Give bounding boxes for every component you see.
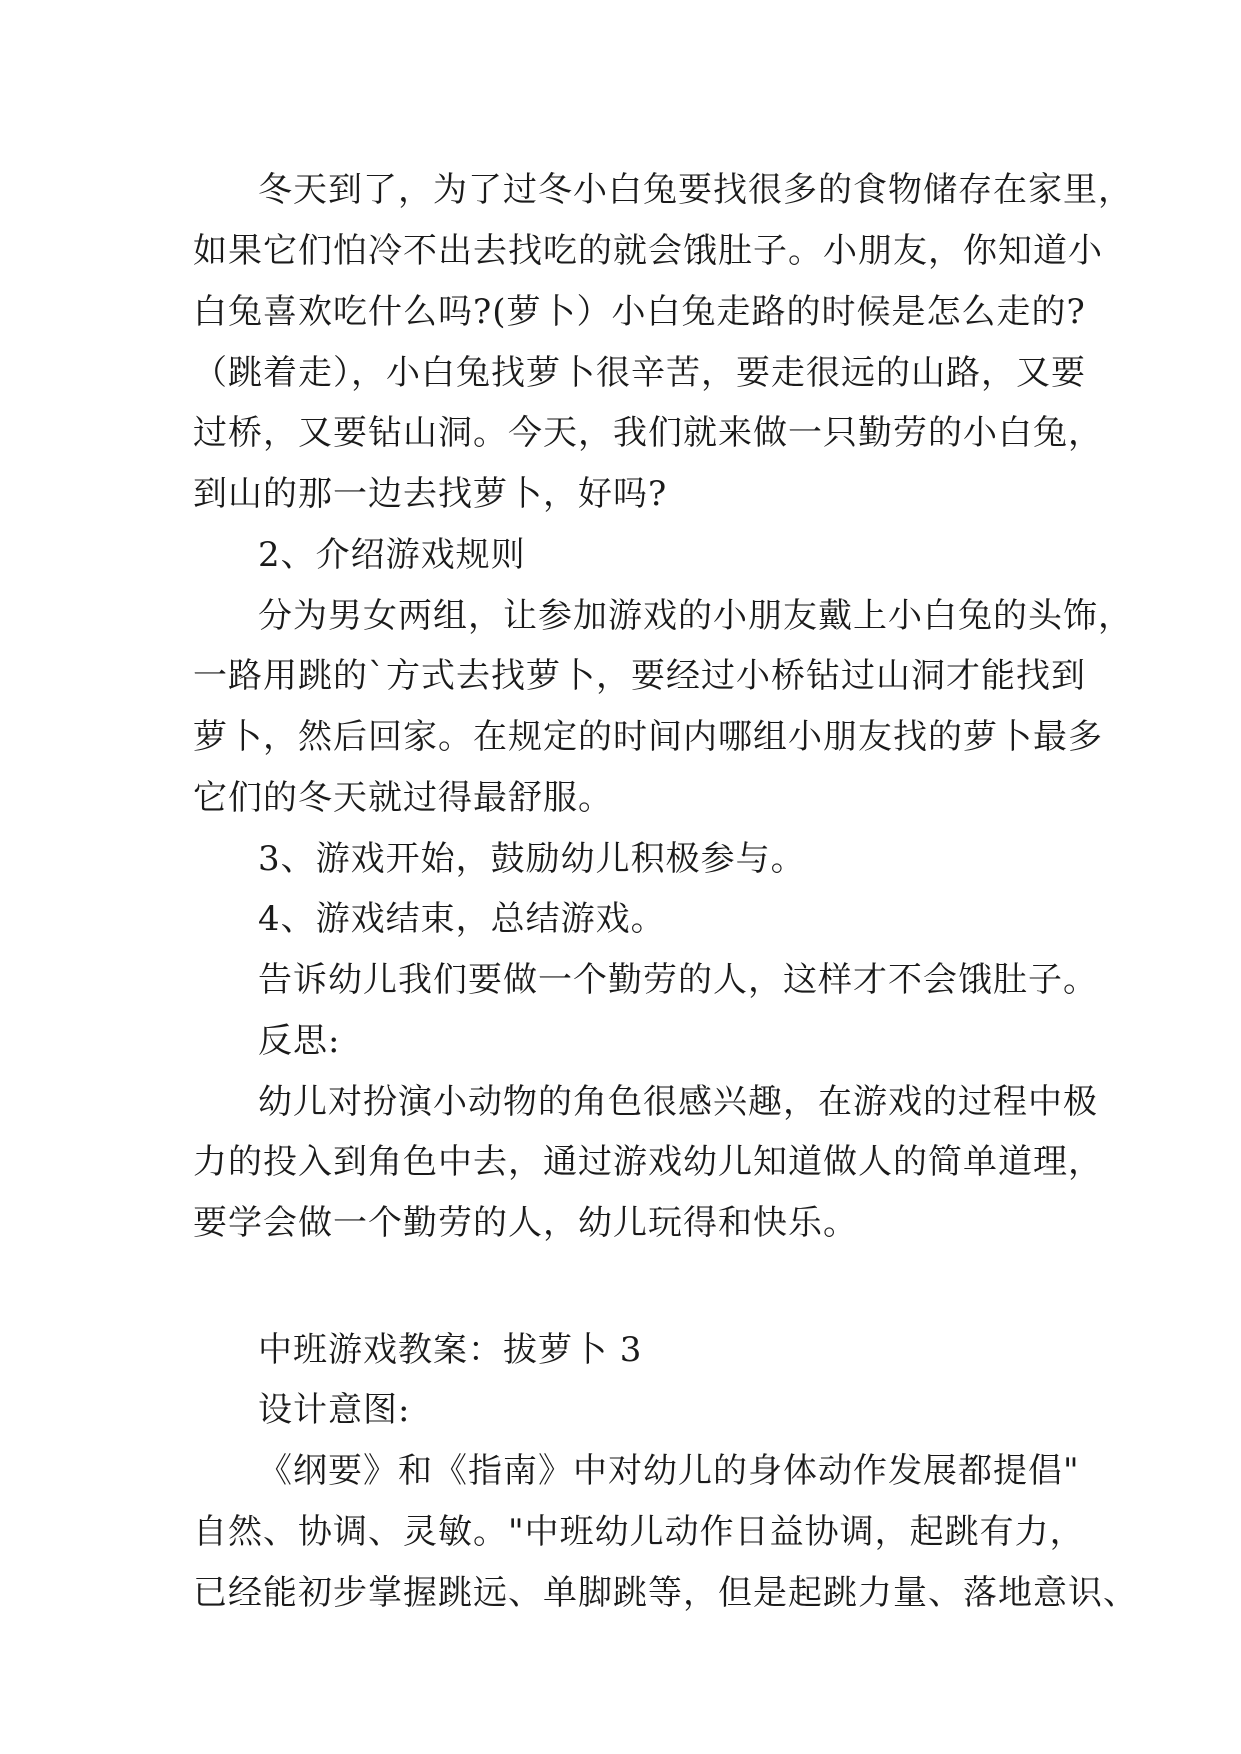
paragraph-line: 它们的冬天就过得最舒服。 bbox=[193, 778, 613, 818]
paragraph-line: 《纲要》和《指南》中对幼儿的身体动作发展都提倡" bbox=[258, 1451, 1080, 1491]
paragraph-line: 已经能初步掌握跳远、单脚跳等，但是起跳力量、落地意识、 bbox=[193, 1573, 1138, 1613]
section-heading: 4、游戏结束，总结游戏。 bbox=[258, 899, 666, 939]
section-heading: 3、游戏开始，鼓励幼儿积极参与。 bbox=[258, 839, 806, 879]
paragraph-line: 冬天到了，为了过冬小白兔要找很多的食物储存在家里， bbox=[258, 170, 1133, 210]
document-title: 中班游戏教案：拔萝卜 3 bbox=[258, 1330, 643, 1370]
paragraph-line: 告诉幼儿我们要做一个勤劳的人，这样才不会饿肚子。 bbox=[258, 960, 1098, 1000]
paragraph-line: 自然、协调、灵敏。"中班幼儿动作日益协调，起跳有力， bbox=[193, 1512, 1085, 1552]
paragraph-line: 萝卜，然后回家。在规定的时间内哪组小朋友找的萝卜最多 bbox=[193, 717, 1103, 757]
paragraph-line: 分为男女两组，让参加游戏的小朋友戴上小白兔的头饰， bbox=[258, 596, 1133, 636]
paragraph-line: 力的投入到角色中去，通过游戏幼儿知道做人的简单道理， bbox=[193, 1142, 1103, 1182]
paragraph-line: 幼儿对扮演小动物的角色很感兴趣，在游戏的过程中极 bbox=[258, 1082, 1098, 1122]
paragraph-line: 白兔喜欢吃什么吗?(萝卜）小白兔走路的时候是怎么走的? bbox=[193, 292, 1086, 332]
section-heading: 设计意图: bbox=[258, 1390, 411, 1430]
paragraph-line: 要学会做一个勤劳的人，幼儿玩得和快乐。 bbox=[193, 1203, 858, 1243]
paragraph-line: （跳着走），小白兔找萝卜很辛苦，要走很远的山路，又要 bbox=[193, 353, 1086, 393]
paragraph-line: 如果它们怕冷不出去找吃的就会饿肚子。小朋友，你知道小 bbox=[193, 231, 1103, 271]
paragraph-line: 过桥，又要钻山洞。今天，我们就来做一只勤劳的小白兔， bbox=[193, 413, 1103, 453]
section-heading: 2、介绍游戏规则 bbox=[258, 535, 526, 575]
paragraph-line: 一路用跳的`方式去找萝卜，要经过小桥钻过山洞才能找到 bbox=[193, 656, 1086, 696]
paragraph-line: 到山的那一边去找萝卜，好吗? bbox=[193, 474, 668, 514]
section-heading: 反思: bbox=[258, 1021, 341, 1061]
